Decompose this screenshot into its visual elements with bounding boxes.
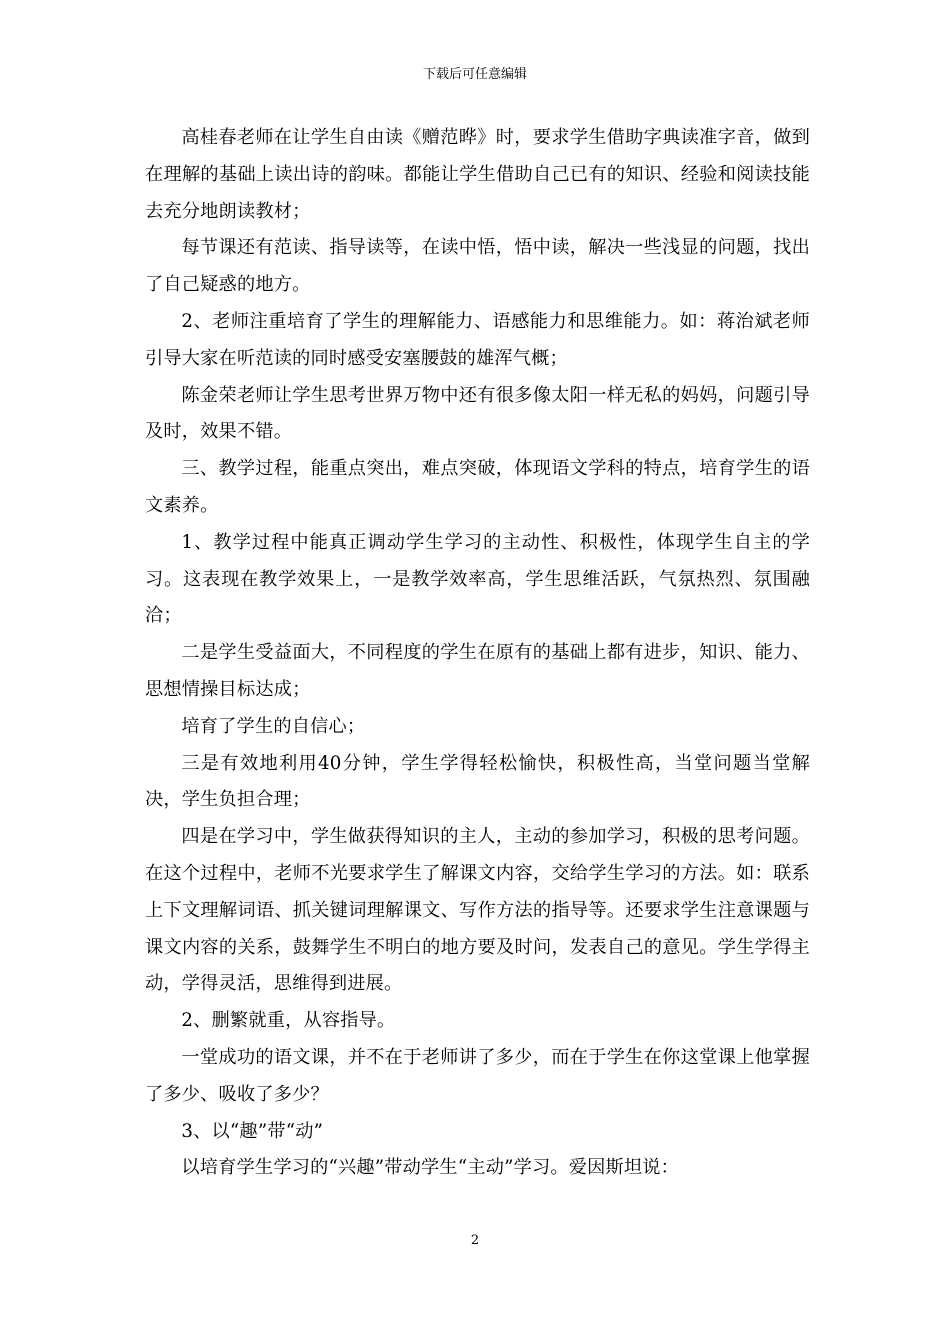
document-body <box>145 120 810 1187</box>
paragraph: 二是学生受益面大，不同程度的学生在原有的基础上都有进步，知识、能力、思想情操目标达成； <box>145 642 810 700</box>
paragraph: 四是在学习中，学生做获得知识的主人，主动的参加学习，积极的思考问题。在这个过程中，老师不光要求学生了解课文内容，交给学生学习的方法。如：联系上下文理解词语、抓关键词理解课文、写作方法的指导等。还要求学生注意课题与课文内容的关系，鼓舞学生不明白的地方要及时问，发表自己的意见。学生学得主动，学得灵活，思维得到进展。 <box>145 826 810 995</box>
paragraph: 每节课还有范读、指导读等，在读中悟，悟中读，解决一些浅显的问题，找出了自己疑惑的地方。 <box>145 237 810 296</box>
paragraph: 以培育学生学习的“兴趣”带动学生“主动”学习。爱因斯坦说： <box>181 1157 680 1179</box>
paragraph: 三是有效地利用40分钟，学生学得轻松愉快，积极性高，当堂问题当堂解决，学生负担合理； <box>145 752 810 811</box>
paragraph: 陈金荣老师让学生思考世界万物中还有很多像太阳一样无私的妈妈，问题引导及时，效果不错。 <box>145 384 810 443</box>
paragraph: 1、教学过程中能真正调动学生学习的主动性、积极性，体现学生自主的学习。这表现在教学效果上，一是教学效率高，学生思维活跃，气氛热烈、氛围融洽； <box>145 531 810 627</box>
paragraph: 高桂春老师在让学生自由读《赠范晔》时，要求学生借助字典读准字音，做到在理解的基础上读出诗的韵味。都能让学生借助自己已有的知识、经验和阅读技能去充分地朗读教材； <box>145 127 810 222</box>
page-number: 2 <box>470 1233 480 1248</box>
paragraph: 一堂成功的语文课，并不在于老师讲了多少，而在于学生在你这堂课上他掌握了多少、吸收了多少？ <box>145 1046 810 1105</box>
paragraph: 3、以“趣”带“动” <box>181 1120 324 1142</box>
header-note: 下载后可任意编辑 <box>422 67 527 82</box>
section-heading: 三、教学过程，能重点突出，难点突破，体现语文学科的特点，培育学生的语文素养。 <box>145 458 810 516</box>
paragraph: 2、删繁就重，从容指导。 <box>181 1010 396 1032</box>
paragraph: 2、老师注重培育了学生的理解能力、语感能力和思维能力。如：蒋治斌老师引导大家在听范读的同时感受安塞腰鼓的雄浑气概； <box>145 310 810 369</box>
paragraph: 培育了学生的自信心； <box>181 715 366 737</box>
